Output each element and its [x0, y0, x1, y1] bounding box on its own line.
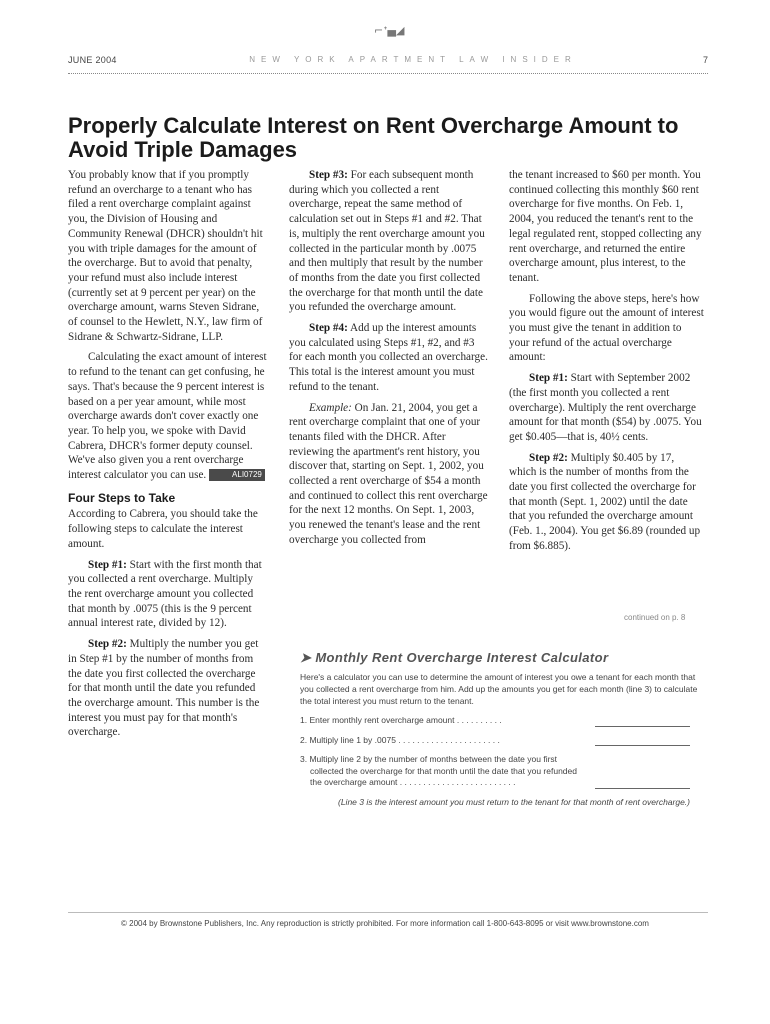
- footer-divider: [68, 912, 708, 913]
- step-text: Multiply the number you get in Step #1 by the number of months from the date you first collected the overcharge for that month until the date you refunded the overcharge amount. This number is the interest you must pay for that month's overcharge.: [68, 638, 260, 739]
- step-paragraph: [68, 637, 268, 740]
- step-text: Multiply $0.405 by 17, which is the number of months from the date you first collected the overcharge for that month (Sept. 1, 2002) until the date that you refunded the overcharge amount (Feb. 1., 2004). You get $6.89 (rounded up from $6.885).: [509, 451, 701, 552]
- step-label: Step #3:: [309, 169, 348, 181]
- section-heading: Four Steps to Take: [68, 490, 176, 505]
- step-paragraph: [289, 168, 489, 315]
- paragraph: [68, 350, 268, 482]
- calculator-line-1: [300, 715, 700, 727]
- calculator-title-text: Monthly Rent Overcharge Interest Calculator: [315, 650, 609, 665]
- calculator-title: [300, 650, 700, 666]
- page-number: 7: [702, 55, 708, 65]
- answer-blank: [595, 788, 690, 789]
- continued-note: continued on p. 8: [624, 613, 686, 622]
- calculator-intro: Here's a calculator you can use to determine the amount of interest you owe a tenant for each month that you collected a rent overcharge from him. Add up the amounts you get for each month (line 3) to calculate the total interest you must return to the tenant.: [300, 672, 698, 706]
- paragraph-text: Calculating the exact amount of interest to refund to the tenant can get confusing, he says. That's because the 9 percent interest is based on a per year amount, while most overcharge awards don't cover exactly one year. To help you, we spoke with David Cabrera, DHCR's former deputy counsel. We've also given you a rent overcharge interest calculator you can use.: [68, 351, 267, 482]
- example-paragraph: [289, 401, 489, 548]
- answer-blank: [595, 745, 690, 746]
- step-text: Start with the first month that you collected a rent overcharge. Multiply the rent overcharge amount you collected that month by .0075 (this is the 9 percent annual interest rate, divided by 12).: [68, 558, 262, 630]
- step-paragraph: [509, 451, 704, 554]
- line-label: 1. Enter monthly rent overcharge amount . . . . . . . . . .: [300, 715, 502, 725]
- step-label: Step #2:: [88, 638, 127, 651]
- step-text: Add up the interest amounts you calculated using Steps #1, #2, and #3 for each month you collected an overcharge. This total is the interest amount you must refund to the tenant.: [289, 322, 488, 393]
- column-3: [509, 168, 704, 560]
- calculator-line-2: [300, 735, 700, 747]
- column-2: [289, 168, 489, 554]
- line-label: 2. Multiply line 1 by .0075 . . . . . . . . . . . . . . . . . . . . . .: [300, 734, 500, 745]
- example-label: Example:: [309, 401, 352, 414]
- step-label: Step #2:: [529, 451, 568, 464]
- step-label: Step #1:: [529, 372, 568, 385]
- calculator-note: (Line 3 is the interest amount you must return to the tenant for that month of rent overcharge.): [338, 796, 690, 807]
- paragraph: You probably know that if you promptly refund an overcharge to a tenant who has filed a rent overcharge complaint against you, the Division of Housing and Community Renewal (DHCR) shouldn't hit you with triple damages for the amount of the overcharge. But to avoid that penalty, your refund must also include interest (currently set at 9 percent per year) on the overcharge amount, warns Steven Sidrane, of counsel to the Hewlett, N.Y., law firm of Sidrane & Schwartz-Sidrane, LLP.: [68, 169, 263, 343]
- arrow-icon: ➤: [300, 650, 312, 665]
- copyright-footer: © 2004 by Brownstone Publishers, Inc. Any reproduction is strictly prohibited. For more information call 1-800-643-8095 or visit www.brownstone.com: [121, 919, 649, 928]
- header-divider: [68, 73, 708, 74]
- article-code-tag: ALI0729: [209, 469, 265, 481]
- example-text: On Jan. 21, 2004, you get a rent overcharge complaint that one of your tenants filed with the DHCR. After reviewing the apartment's rent history, you discover that, starting on Sept. 1, 2002, you collected a rent overcharge of $54 a month and continued to collect this rent overcharge for the next 12 months. On Sept. 1, 2003, you renewed the tenant's lease and the rent overcharge you collected from: [289, 401, 488, 546]
- paragraph: Following the above steps, here's how you would figure out the amount of interest you must give the tenant in addition to your refund of the actual overcharge amount:: [509, 292, 704, 364]
- column-1: [68, 168, 268, 746]
- article-title: Properly Calculate Interest on Rent Overcharge Amount to Avoid Triple Damages: [68, 113, 679, 162]
- step-text: For each subsequent month during which you collected a rent overcharge, repeat the same method of calculation set out in Steps #1 and #2. That is, multiply the rent overcharge amount you collected in the particular month by .0075 and then multiply that result by the number of months from the date you first collected the overcharge for that month until the date you refunded the overcharge amount.: [289, 169, 485, 314]
- issue-date: JUNE 2004: [68, 55, 117, 65]
- interest-calculator-box: [300, 650, 700, 808]
- step-paragraph: [68, 558, 268, 632]
- step-text: Start with September 2002 (the first month you collected a rent overcharge). Multiply the rent overcharge amount for that month ($54) by .0075. You get $0.405—that is, 40½ cents.: [509, 372, 702, 443]
- running-header: [68, 55, 708, 71]
- calculator-line-3: [300, 754, 700, 789]
- step-paragraph: [289, 321, 489, 395]
- paragraph: the tenant increased to $60 per month. You continued collecting this monthly $60 rent overcharge for five months. On Feb. 1, 2004, you reduced the tenant's rent to the legal regulated rent, stopped collecting any rent overcharge, and returned the entire overcharge amount, plus interest, to the tenant.: [509, 169, 702, 284]
- step-paragraph: [509, 371, 704, 445]
- paragraph: According to Cabrera, you should take the following steps to calculate the interest amount.: [68, 508, 258, 550]
- step-label: Step #1:: [88, 558, 127, 571]
- top-printer-mark: ⌐ᐩ▄◢: [374, 24, 405, 37]
- answer-blank: [595, 726, 690, 727]
- publication-name: NEW YORK APARTMENT LAW INSIDER: [249, 55, 577, 64]
- line-label: 3. Multiply line 2 by the number of months between the date you first collected the overcharge for that month until the date that you refunded the overcharge amount . . . . . . . . . . . . . . . . . . . . . . . . .: [300, 754, 577, 787]
- step-label: Step #4:: [309, 322, 348, 335]
